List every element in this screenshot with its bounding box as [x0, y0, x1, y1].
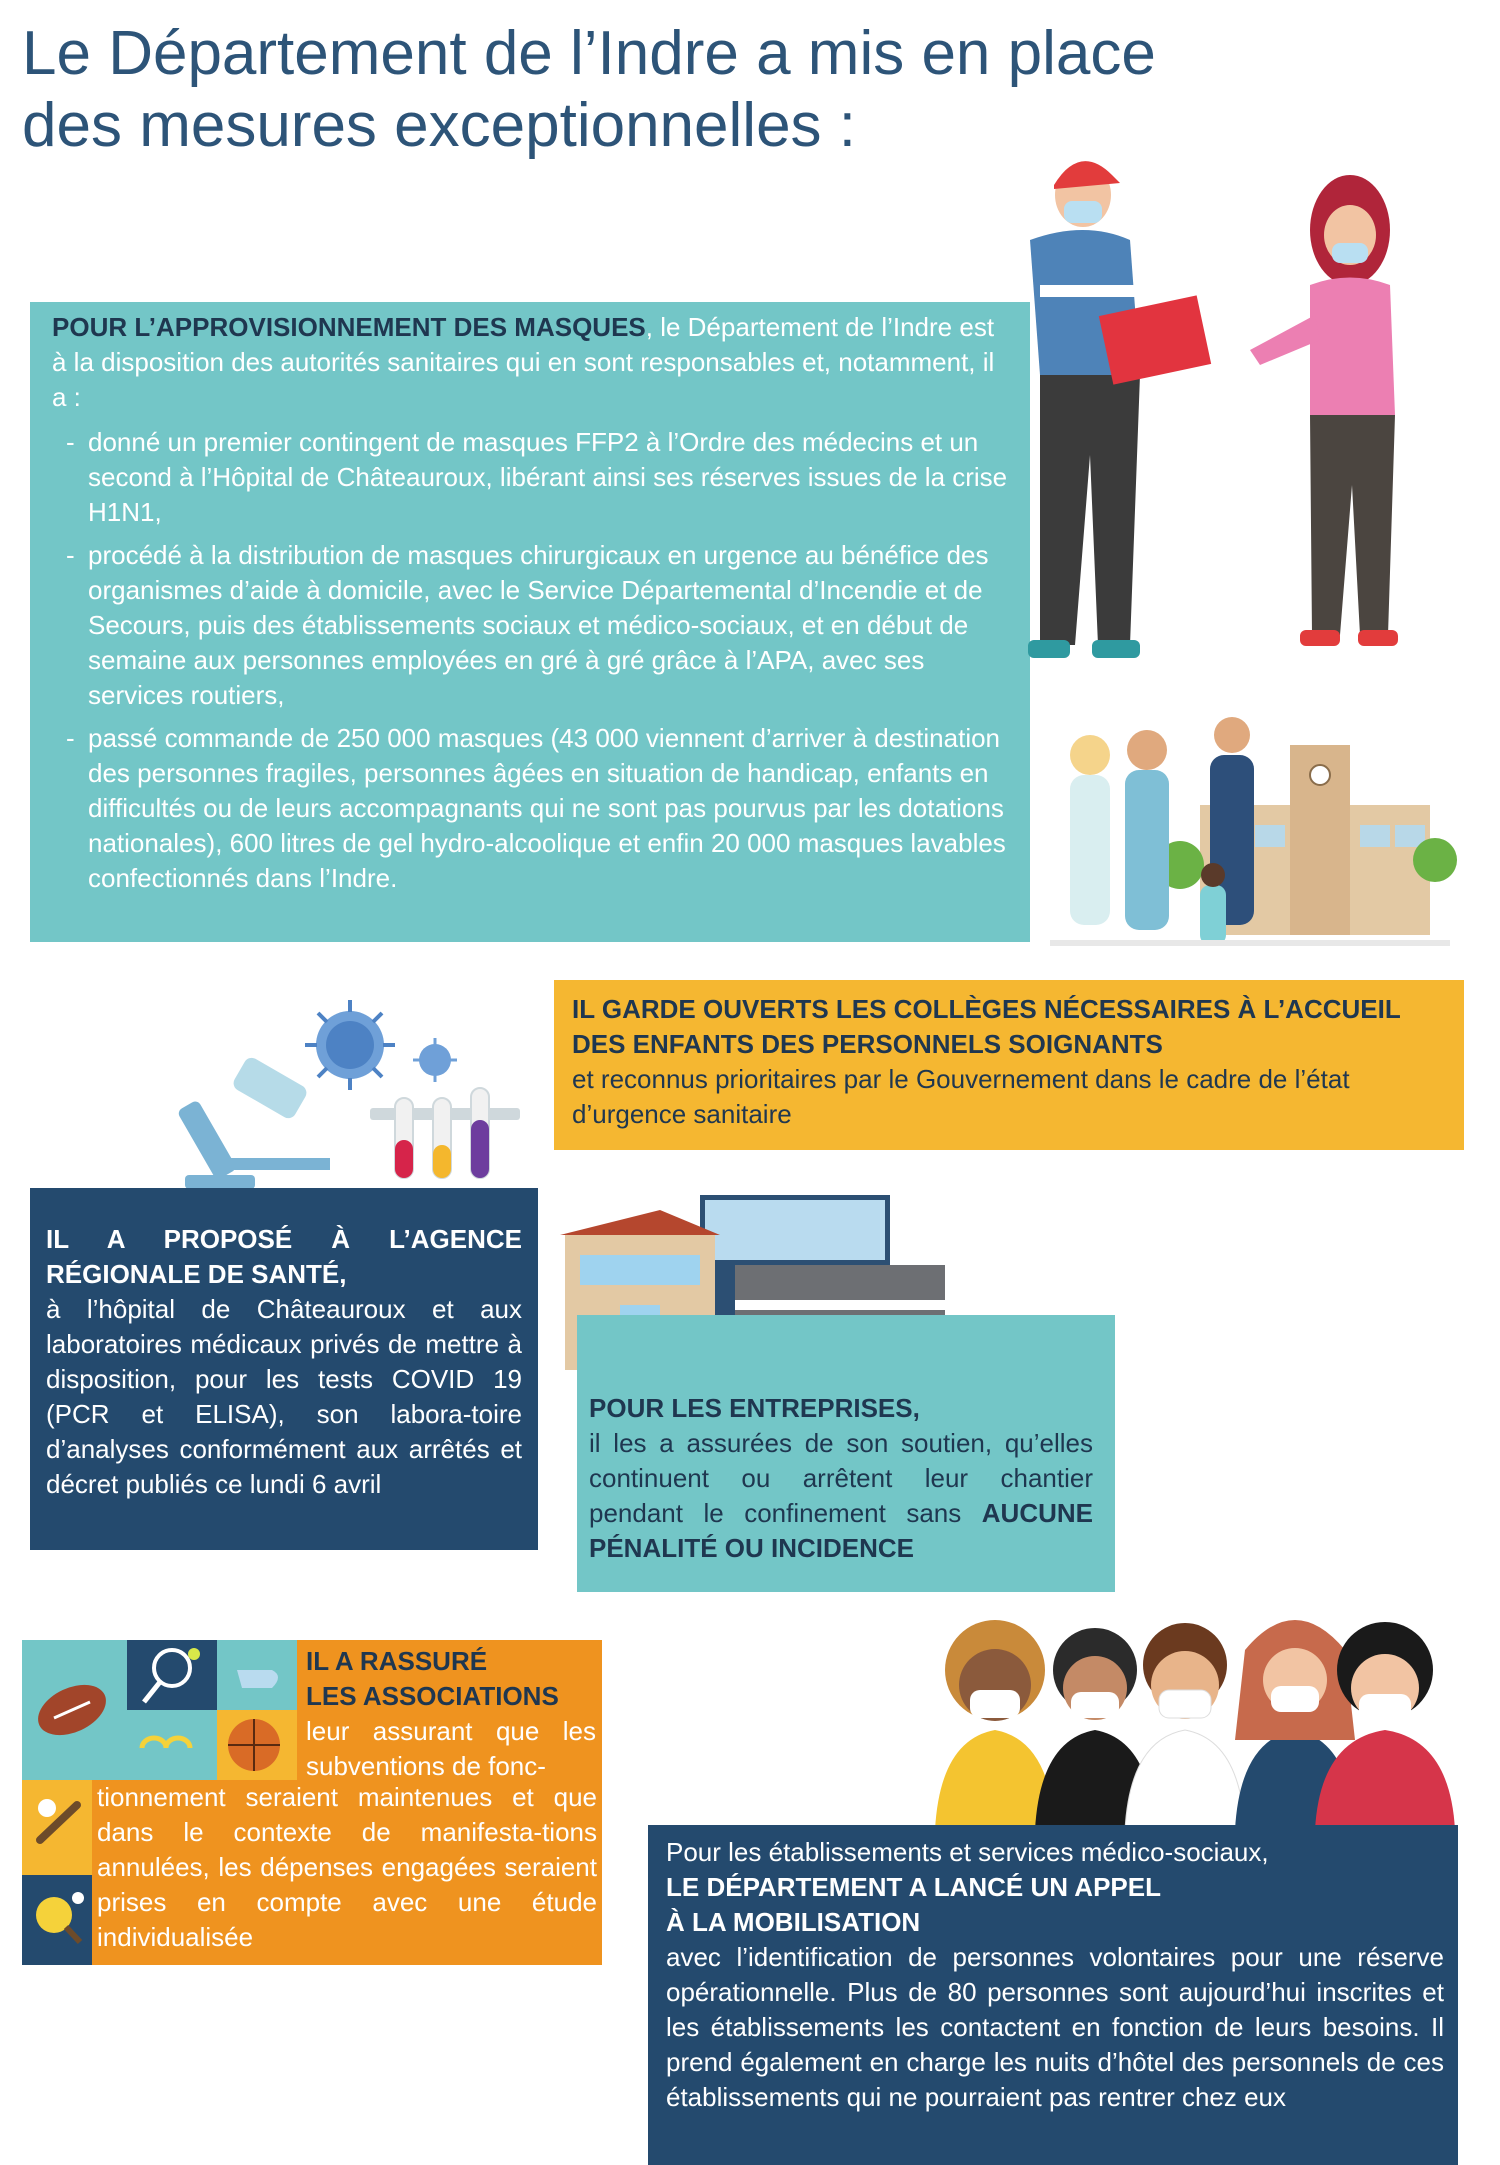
delivery-illustration [980, 135, 1450, 675]
man-mask [1064, 201, 1102, 223]
doctor [1125, 770, 1169, 930]
entreprises-text [589, 1426, 1093, 1566]
whistle-icon [237, 1670, 278, 1688]
doctor-head [1127, 730, 1167, 770]
entreprises-heading: POUR LES ENTREPRISES, [589, 1393, 920, 1423]
swim-goggles-icon [142, 1738, 190, 1748]
nurse [1070, 775, 1110, 925]
virus-icon [305, 1000, 395, 1090]
mobil-body: avec l’identification de personnes volontaires pour une réserve opérationnelle. Plus de 80 personnes sont aujourd’hui inscrites et les établissements les contactent en fonction de leurs besoins. Il prend également en charge les nuits d’hôtel des personnels de ces établissements qui ne pourraient pas rentrer chez eux [666, 1942, 1444, 2112]
entreprises-body: il les a assurées de son soutien, qu’elles continuent ou arrêtent leur chantier pendant le confinement sans [589, 1428, 1093, 1528]
tree-icon [1413, 838, 1457, 882]
person [1125, 1623, 1245, 1830]
woman-top [1310, 278, 1395, 416]
ars-body: à l’hôpital de Châteauroux et aux laboratoires médicaux privés de mettre à disposition, pour les tests COVID 19 (PCR et ELISA), son labora-toire d’analyses conformément aux arrêtés et décret publiés ce lundi 6 avril [46, 1294, 522, 1499]
mobil-heading-1: LE DÉPARTEMENT A LANCÉ UN APPEL [666, 1872, 1161, 1902]
father-head [1214, 717, 1250, 753]
colleges-body: et reconnus prioritaires par le Gouvernement dans le cadre de l’état d’urgence sanitaire [572, 1064, 1350, 1129]
list-item: - donné un premier contingent de masques FFP2 à l’Ordre des médecins et un second à l’Hôpital de Châteauroux, libérant ainsi ses réserves issues de la crise H1N1, [66, 425, 1008, 530]
woman-mask [1332, 243, 1368, 263]
school-window [1360, 825, 1390, 847]
house-roof [560, 1210, 720, 1235]
assoc-body-rest: tionnement seraient maintenues et que dans le contexte de manifesta-tions annulées, les dépenses engagées seraient prises en compte avec une étude individualisée [97, 1782, 597, 1952]
man-pants [1040, 375, 1140, 645]
mask-icon [1359, 1694, 1411, 1722]
mobilisation-section [648, 1825, 1458, 2165]
colleges-heading: IL GARDE OUVERTS LES COLLÈGES NÉCESSAIRES À L’ACCUEIL DES ENFANTS DES PERSONNELS SOIGNANTS [572, 994, 1401, 1059]
woman-shoe-left [1300, 630, 1340, 646]
child [1200, 885, 1226, 945]
microscope-icon [177, 1055, 330, 1189]
masks-heading: POUR L’APPROVISIONNEMENT DES MASQUES [52, 312, 646, 342]
title-line-1: Le Département de l’Indre a mis en place [22, 19, 1156, 88]
office-glass [705, 1200, 885, 1260]
ars-heading: IL A PROPOSÉ À L’AGENCE RÉGIONALE DE SANTÉ, [46, 1224, 522, 1289]
assoc-text-top [306, 1640, 596, 1784]
person [935, 1620, 1055, 1830]
virus-small-icon [413, 1038, 457, 1082]
mask-icon [1271, 1686, 1319, 1712]
assoc-heading-1: IL A RASSURÉ [306, 1646, 488, 1676]
mask-icon [1071, 1692, 1119, 1718]
racket-handle [144, 1682, 160, 1702]
paddle-handle [66, 1927, 80, 1942]
tennis-racket-icon [154, 1650, 190, 1686]
masks-section [30, 302, 1030, 942]
man-shoe-left [1028, 640, 1070, 658]
entreprises-emphasis: AUCUNE PÉNALITÉ OU INCIDENCE [589, 1498, 1093, 1563]
lab-illustration [175, 990, 535, 1200]
masks-intro: , le Département de l’Indre est à la disposition des autorités sanitaires qui en sont responsables et, notamment, il a : [52, 312, 995, 412]
nurse-head [1070, 735, 1110, 775]
man-cap [1054, 161, 1120, 189]
woman-arm [1250, 315, 1320, 365]
office-band [735, 1300, 945, 1310]
family-school-illustration [1050, 715, 1450, 965]
ars-section [30, 1188, 538, 1550]
entreprises-section [577, 1315, 1115, 1592]
woman-pants [1310, 415, 1395, 635]
mask-icon [970, 1690, 1020, 1718]
mask-icon [1159, 1690, 1211, 1718]
mobil-heading-2: À LA MOBILISATION [666, 1907, 921, 1937]
clock-icon [1310, 765, 1330, 785]
assoc-heading-2: LES ASSOCIATIONS [306, 1681, 559, 1711]
masks-list [52, 425, 1008, 896]
woman-shoe-right [1358, 630, 1398, 646]
baseball-icon [38, 1799, 56, 1817]
associations-section [22, 1640, 602, 1965]
masks-lead [52, 310, 1008, 415]
list-item: - passé commande de 250 000 masques (43 000 viennent d’arriver à destination des personnes fragiles, personnes âgées en situation de handicap, enfants en difficultés ou de leurs accompagnants qui ne sont pas pourvus par les dotations nationales), 600 litres de gel hydro-alcoolique et enfin 20 000 masques lavables confectionnés dans l’Indre. [66, 721, 1008, 896]
colleges-section [554, 980, 1464, 1150]
school-window [1255, 825, 1285, 847]
people-masks-illustration [925, 1590, 1465, 1830]
title-line-2: des mesures exceptionnelles : [22, 91, 857, 160]
tennis-ball-icon [188, 1648, 200, 1660]
assoc-body-start: leur assurant que les subventions de fonc- [306, 1716, 596, 1781]
ping-pong-ball-icon [72, 1892, 84, 1904]
ground [1050, 940, 1450, 946]
test-tubes-icon [370, 1088, 520, 1178]
man-shoe-right [1092, 640, 1140, 658]
list-item: - procédé à la distribution de masques chirurgicaux en urgence au bénéfice des organismes d’aide à domicile, avec le Service Départemental d’Incendie et de Secours, puis des établissements sociaux et médico-sociaux, et en début de semaine aux personnes employées en gré à gré grâce à l’APA, avec ses services routiers, [66, 538, 1008, 713]
mobil-intro: Pour les établissements et services médico-sociaux, [666, 1837, 1269, 1867]
house-window [580, 1255, 700, 1285]
man-stripe [1040, 285, 1135, 297]
child-head [1201, 863, 1225, 887]
